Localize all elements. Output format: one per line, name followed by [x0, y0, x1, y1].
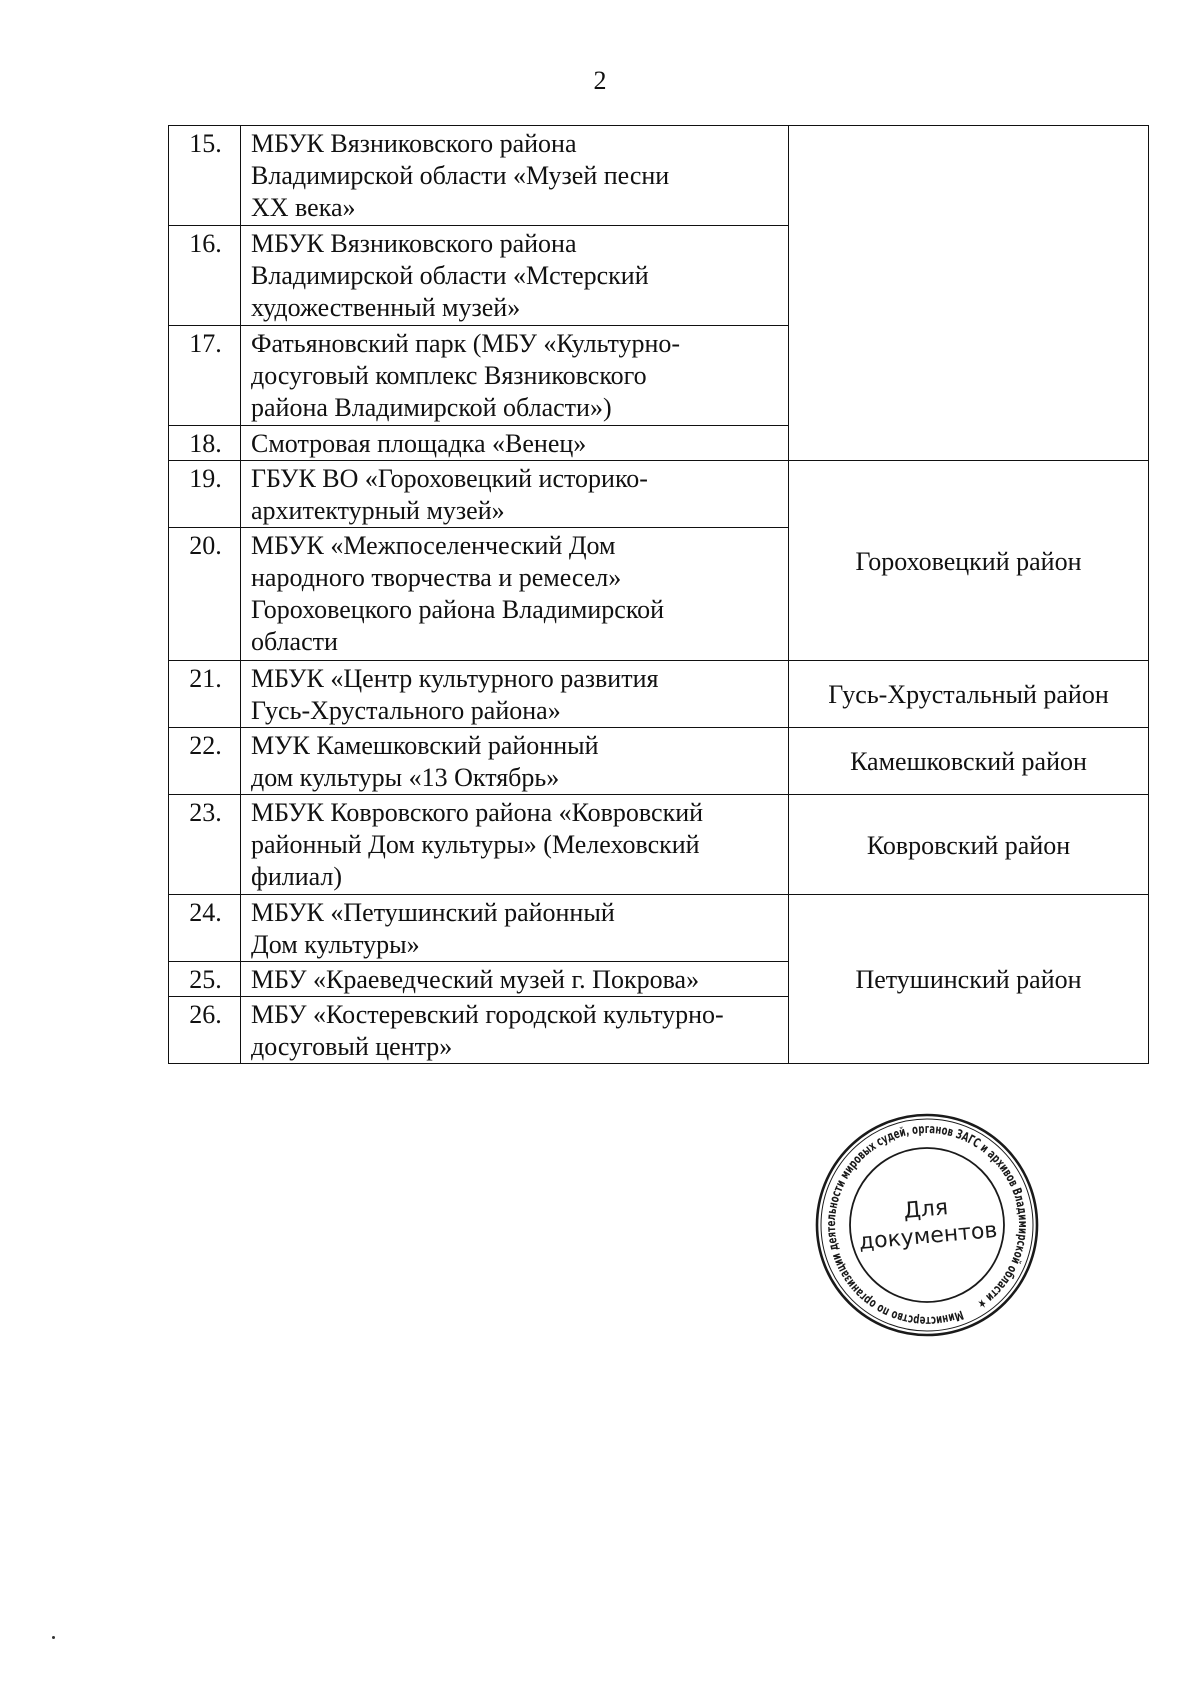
row-number: 18.: [169, 426, 241, 461]
institution-name: ГБУК ВО «Гороховецкий историко- архитектурный музей»: [241, 461, 789, 528]
institution-name: МБУК Ковровского района «Ковровский районный Дом культуры» (Мелеховский филиал): [241, 795, 789, 895]
row-number: 26.: [169, 997, 241, 1064]
table-row: [169, 126, 1149, 226]
row-number: 16.: [169, 226, 241, 326]
row-number: 25.: [169, 962, 241, 997]
row-number: 21.: [169, 661, 241, 728]
institution-name: Смотровая площадка «Венец»: [241, 426, 789, 461]
table-row: [169, 895, 1149, 962]
district-cell-vyaznikovsky: [789, 126, 1149, 461]
district-cell-kameshkovsky: Камешковский район: [789, 728, 1149, 795]
district-cell-gus-khrustalny: Гусь-Хрустальный район: [789, 661, 1149, 728]
table-row: [169, 728, 1149, 795]
stamp-center-line-1: Для: [902, 1195, 950, 1224]
institution-name: МБУК «Межпоселенческий Дом народного творчества и ремесел» Гороховецкого района Владимирской области: [241, 528, 789, 661]
page-number: 2: [593, 66, 607, 95]
table-row: [169, 461, 1149, 528]
district-cell-gorokhovetsky: Гороховецкий район: [789, 461, 1149, 661]
district-cell-petushinsky: Петушинский район: [789, 895, 1149, 1064]
institution-name: МБУК Вязниковского района Владимирской области «Мстерский художественный музей»: [241, 226, 789, 326]
institution-name: МБУК «Петушинский районный Дом культуры»: [241, 895, 789, 962]
institution-name: МБУ «Краеведческий музей г. Покрова»: [241, 962, 789, 997]
institution-name: МУК Камешковский районный дом культуры «13 Октябрь»: [241, 728, 789, 795]
table-row: [169, 661, 1149, 728]
institution-name: МБУ «Костеревский городской культурно- досуговый центр»: [241, 997, 789, 1064]
row-number: 17.: [169, 326, 241, 426]
row-number: 19.: [169, 461, 241, 528]
stamp-center-line-2: документов: [857, 1217, 999, 1255]
row-number: 20.: [169, 528, 241, 661]
document-stamp: [812, 1110, 1042, 1340]
district-cell-kovrovsky: Ковровский район: [789, 795, 1149, 895]
row-number: 22.: [169, 728, 241, 795]
row-number: 23.: [169, 795, 241, 895]
institutions-table: [168, 125, 1149, 1064]
stamp-ring-text: Министерство по организации деятельности мировых судей, органов ЗАГС и архивов Владимирской области ★: [822, 1120, 1032, 1330]
institution-name: МБУК Вязниковского района Владимирской области «Музей песни ХХ века»: [241, 126, 789, 226]
institution-name: Фатьяновский парк (МБУ «Культурно- досуговый комплекс Вязниковского района Владимирской области»): [241, 326, 789, 426]
table-row: [169, 795, 1149, 895]
institution-name: МБУК «Центр культурного развития Гусь-Хрустального района»: [241, 661, 789, 728]
row-number: 15.: [169, 126, 241, 226]
row-number: 24.: [169, 895, 241, 962]
scan-artifact-dot: [52, 1636, 55, 1639]
